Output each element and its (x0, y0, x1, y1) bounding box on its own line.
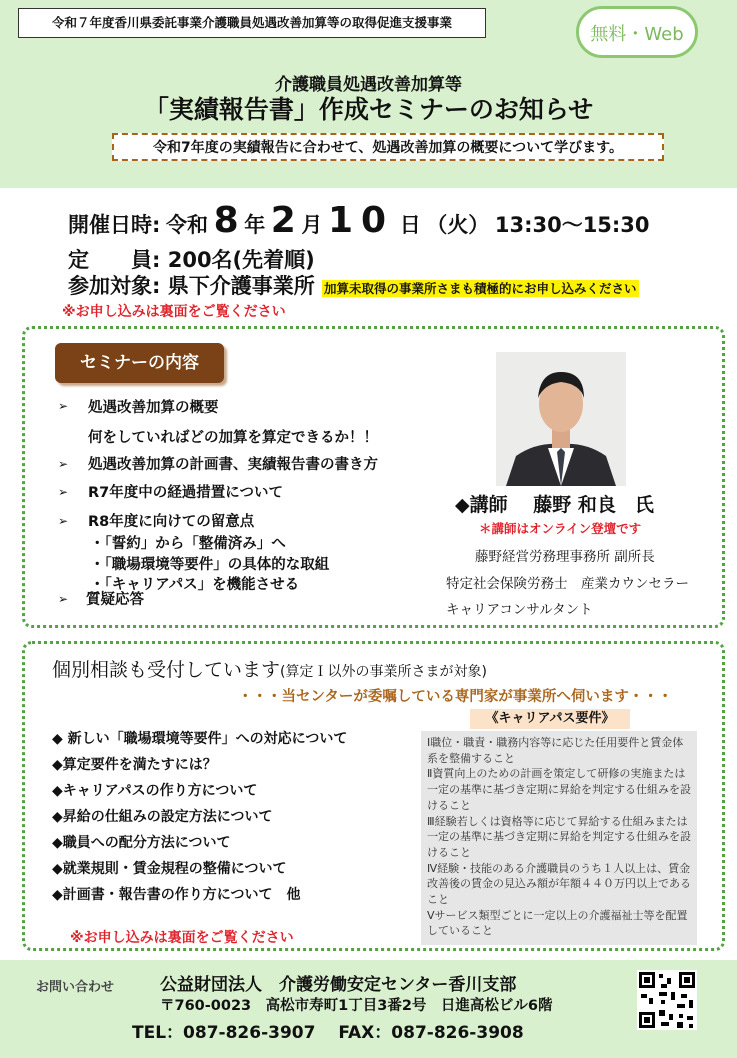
seminar-item: R8年度に向けての留意点 (88, 514, 255, 530)
seminar-item: 処遇改善加算の計画書、実績報告書の書き方 (88, 457, 378, 473)
consult-item: ◆計画書・報告書の作り方について 他 (52, 887, 301, 903)
lecturer-name: ◆講師 藤野 和良 氏 (455, 494, 654, 516)
seminar-item: R7年度中の経過措置について (88, 485, 283, 501)
arrow-icon: ➢ (58, 485, 69, 499)
capacity-label: 定 員: (68, 248, 161, 272)
career-item: Ⅳ経験・技能のある介護職員のうち１人以上は、賃金改善後の賃金の見込み額が年額４４０万円以上であること (427, 861, 691, 907)
target-row (68, 270, 639, 300)
month: 2 (270, 200, 296, 241)
program-ribbon: 令和７年度香川県委託事業介護職員処遇改善加算等の取得促進支援事業 (18, 8, 486, 38)
seminar-heading: セミナーの内容 (55, 343, 224, 383)
consult-item: ◆職員への配分方法について (52, 835, 231, 851)
target-highlight-note: 加算未取得の事業所さまも積極的にお申し込みください (324, 281, 637, 296)
consultation-title-main: 個別相談も受付しています (52, 659, 281, 681)
consult-item: ◆ 新しい「職場環境等要件」への対応について (52, 731, 348, 747)
day-unit: 日 (399, 213, 421, 237)
page-subtitle: 介護職員処遇改善加算等 (275, 75, 462, 95)
page-title: 「実績報告書」作成セミナーのお知らせ (143, 95, 594, 124)
lecturer-title: キャリアコンサルタント (446, 602, 593, 618)
arrow-icon: ➢ (58, 514, 69, 528)
consultation-title-note: (算定Ｉ以外の事業所さまが対象) (280, 664, 487, 680)
arrow-icon: ➢ (58, 399, 69, 413)
tagline: 令和7年度の実績報告に合わせて、処遇改善加算の概要について学びます。 (112, 133, 664, 161)
seminar-subitem: ・「職場環境等要件」の具体的な取組 (90, 557, 330, 573)
target-label: 参加対象: (68, 274, 161, 298)
career-path-requirements (421, 731, 697, 945)
seminar-item: 質疑応答 (86, 592, 144, 608)
consult-item: ◆算定要件を満たすには？ (52, 757, 217, 773)
lecturer-online-note: ＊講師はオンライン登壇です (479, 521, 642, 536)
consult-item: ◆キャリアパスの作り方について (52, 783, 258, 799)
date-label: 開催日時: (68, 213, 161, 237)
qr-code-icon[interactable] (637, 970, 697, 1030)
free-web-badge: 無料・Web (576, 6, 698, 58)
year-unit: 年 (244, 213, 266, 237)
organization-name: 公益財団法人 介護労働安定センター香川支部 (160, 975, 517, 995)
lecturer-photo (496, 352, 626, 486)
capacity-value: 200名(先着順) (167, 248, 315, 272)
arrow-icon: ➢ (58, 457, 69, 471)
consult-item: ◆就業規則・賃金規程の整備について (52, 861, 287, 877)
apply-note-bottom: ※お申し込みは裏面をご覧ください (70, 930, 294, 946)
time: 13:30～15:30 (494, 213, 650, 237)
month-unit: 月 (301, 213, 323, 237)
career-item: Ⅱ資質向上のための計画を策定して研修の実施または一定の基準に基づき定期に昇給を判定する仕組みを設けること (427, 767, 691, 812)
year: 8 (213, 200, 239, 241)
target-value: 県下介護事業所 (167, 274, 315, 298)
seminar-item: 処遇改善加算の概要 (88, 400, 219, 416)
career-item: Ⅲ経験若しくは資格等に応じて昇給する仕組みまたは一定の基準に基づき定期に昇給を判定する仕組みを設けること (427, 814, 691, 859)
apply-note-top: ※お申し込みは裏面をご覧ください (62, 304, 286, 320)
lecturer-title: 藤野経営労務理事務所 副所長 (475, 549, 655, 565)
career-path-heading: 《キャリアパス要件》 (470, 709, 630, 729)
era: 令和 (165, 213, 208, 237)
phone-fax: TEL：087-826-3907 FAX：087-826-3908 (132, 1023, 524, 1043)
career-item: Ⅴサービス類型ごとに一定以上の介護福祉士等を配置していること (427, 908, 688, 938)
contact-label: お問い合わせ (36, 980, 115, 995)
seminar-subitem: ・「キャリアパス」を機能させる (90, 577, 300, 593)
event-date-row (68, 200, 650, 241)
consult-item: ◆昇給の仕組みの設定方法について (52, 809, 273, 825)
lecturer-title: 特定社会保険労務士 産業カウンセラー (446, 576, 689, 592)
weekday: （火） (426, 213, 490, 237)
seminar-item: 何をしていればどの加算を算定できるか！！ (88, 430, 378, 446)
arrow-icon: ➢ (58, 592, 69, 606)
day: 10 (328, 200, 395, 241)
consultation-subtext: ・・・当センターが委嘱している専門家が事業所へ伺います・・・ (238, 689, 673, 705)
career-item: Ⅰ職位・職責・職務内容等に応じた任用要件と賃金体系を整備すること (427, 736, 684, 765)
organization-address: 〒760-0023 高松市寿町1丁目3番2号 日進高松ビル6階 (160, 998, 553, 1014)
seminar-subitem: ・「誓約」から「整備済み」へ (90, 536, 286, 552)
consultation-title (52, 655, 487, 682)
